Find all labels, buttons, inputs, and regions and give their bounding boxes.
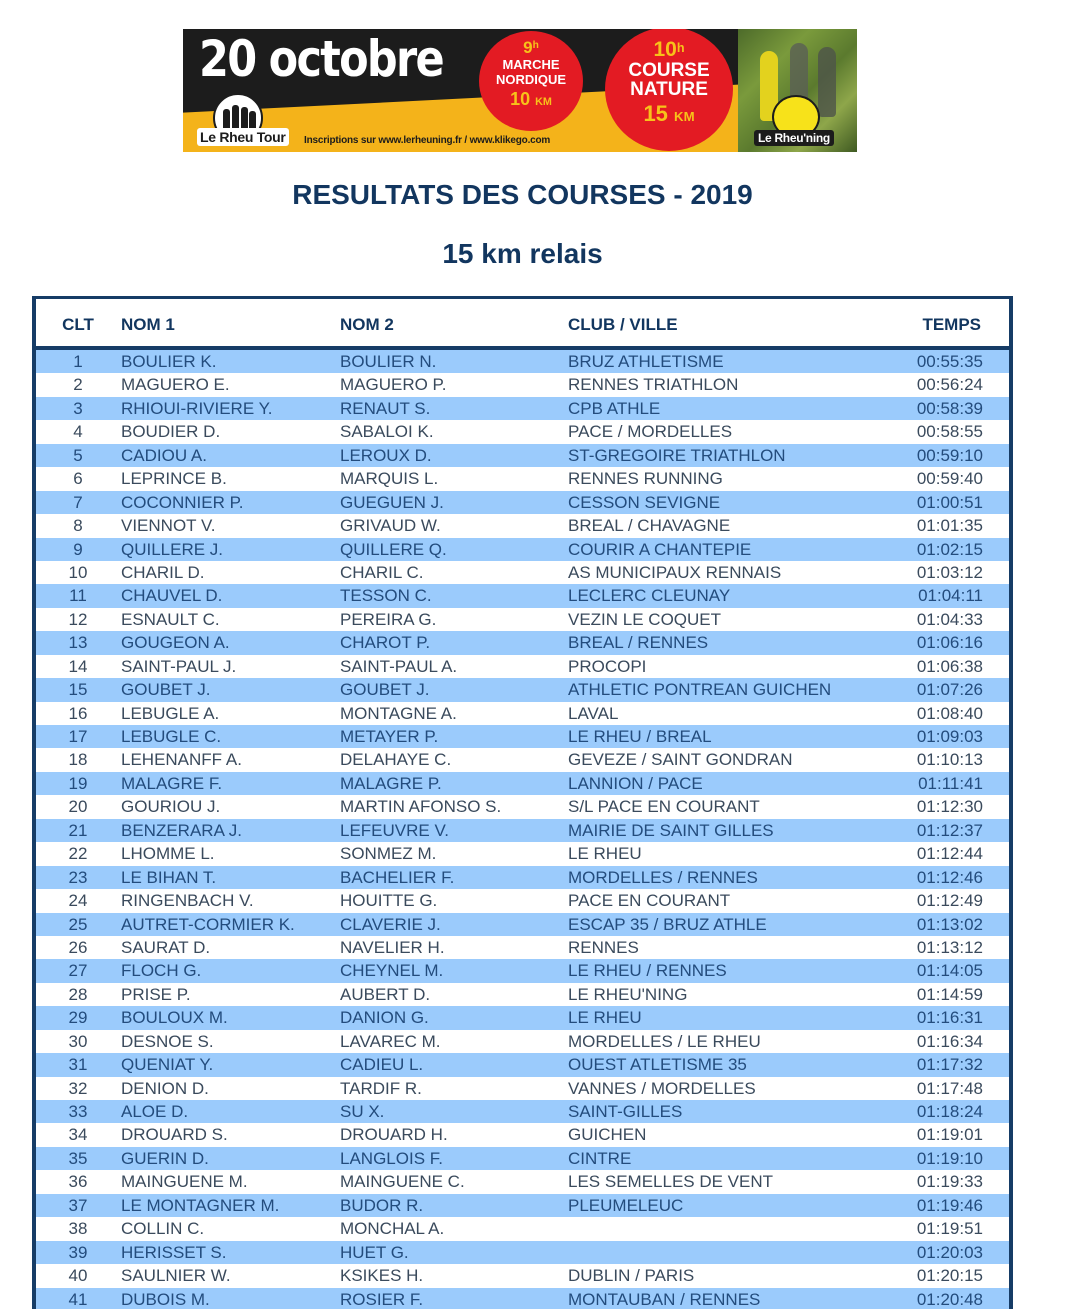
cell-club-ville: CINTRE <box>568 1147 631 1170</box>
cell-nom2: CHARIL C. <box>340 561 423 584</box>
cell-club-ville: ST-GREGOIRE TRIATHLON <box>568 444 786 467</box>
cell-club-ville: RENNES TRIATHLON <box>568 373 738 396</box>
cell-club-ville: PACE EN COURANT <box>568 889 730 912</box>
inscriptions-text: Inscriptions sur www.lerheuning.fr / www.klikego.com <box>304 135 550 146</box>
cell-club-ville: LE RHEU'NING <box>568 983 687 1006</box>
cell-nom1: GOUGEON A. <box>121 631 230 654</box>
table-row <box>36 1006 1009 1029</box>
table-row <box>36 913 1009 936</box>
cell-temps: 01:04:11 <box>918 584 983 607</box>
cell-nom1: FLOCH G. <box>121 959 201 982</box>
cell-nom2: CHAROT P. <box>340 631 430 654</box>
table-row <box>36 936 1009 959</box>
cell-nom1: DROUARD S. <box>121 1123 228 1146</box>
cell-nom1: HERISSET S. <box>121 1241 227 1264</box>
table-row <box>36 350 1009 373</box>
cell-nom2: TARDIF R. <box>340 1077 422 1100</box>
cell-nom2: HUET G. <box>340 1241 409 1264</box>
cell-temps: 01:12:46 <box>917 866 983 889</box>
cell-nom2: GOUBET J. <box>340 678 429 701</box>
table-row <box>36 584 1009 607</box>
cell-clt: 17 <box>36 725 120 748</box>
header-nom2: NOM 2 <box>340 315 394 335</box>
runner-silhouette-icon <box>818 47 836 117</box>
table-row <box>36 866 1009 889</box>
cell-club-ville: DUBLIN / PARIS <box>568 1264 694 1287</box>
cell-temps: 01:01:35 <box>917 514 983 537</box>
cell-clt: 16 <box>36 702 120 725</box>
cell-club-ville: GUICHEN <box>568 1123 646 1146</box>
cell-temps: 01:07:26 <box>917 678 983 701</box>
header-nom1: NOM 1 <box>121 315 175 335</box>
event2-hour-suffix: h <box>677 41 685 55</box>
table-row <box>36 725 1009 748</box>
cell-temps: 01:12:37 <box>917 819 983 842</box>
cell-clt: 21 <box>36 819 120 842</box>
table-row <box>36 842 1009 865</box>
runners-photo <box>738 29 857 152</box>
table-row <box>36 1170 1009 1193</box>
cell-nom2: MARQUIS L. <box>340 467 438 490</box>
table-row <box>36 795 1009 818</box>
cell-nom1: MAGUERO E. <box>121 373 230 396</box>
cell-nom1: AUTRET-CORMIER K. <box>121 913 295 936</box>
cell-clt: 34 <box>36 1123 120 1146</box>
cell-temps: 01:19:33 <box>917 1170 983 1193</box>
cell-nom2: BOULIER N. <box>340 350 436 373</box>
cell-temps: 01:20:48 <box>917 1288 983 1309</box>
table-row <box>36 1077 1009 1100</box>
table-row <box>36 1217 1009 1240</box>
table-row <box>36 1100 1009 1123</box>
results-table <box>32 296 1013 1309</box>
table-row <box>36 1123 1009 1146</box>
cell-nom1: LEBUGLE A. <box>121 702 219 725</box>
cell-club-ville: LANNION / PACE <box>568 772 703 795</box>
table-row <box>36 1194 1009 1217</box>
cell-clt: 8 <box>36 514 120 537</box>
cell-nom1: COLLIN C. <box>121 1217 204 1240</box>
cell-nom1: PRISE P. <box>121 983 191 1006</box>
header-club-ville: CLUB / VILLE <box>568 315 678 335</box>
table-row <box>36 467 1009 490</box>
table-body <box>36 350 1009 1309</box>
cell-nom2: TESSON C. <box>340 584 432 607</box>
cell-temps: 01:04:33 <box>917 608 983 631</box>
cell-club-ville: MORDELLES / LE RHEU <box>568 1030 761 1053</box>
cell-nom2: SONMEZ M. <box>340 842 436 865</box>
event2-line1: COURSE <box>605 61 733 80</box>
table-row <box>36 1288 1009 1309</box>
cell-club-ville: BREAL / CHAVAGNE <box>568 514 730 537</box>
cell-clt: 5 <box>36 444 120 467</box>
cell-nom2: AUBERT D. <box>340 983 430 1006</box>
cell-nom2: KSIKES H. <box>340 1264 423 1287</box>
cell-temps: 01:03:12 <box>917 561 983 584</box>
table-row <box>36 397 1009 420</box>
cell-club-ville: CPB ATHLE <box>568 397 660 420</box>
cell-nom2: NAVELIER H. <box>340 936 445 959</box>
cell-club-ville: COURIR A CHANTEPIE <box>568 538 751 561</box>
cell-clt: 35 <box>36 1147 120 1170</box>
cell-nom1: LEHENANFF A. <box>121 748 242 771</box>
cell-club-ville: SAINT-GILLES <box>568 1100 682 1123</box>
cell-nom1: ALOE D. <box>121 1100 188 1123</box>
table-row <box>36 1030 1009 1053</box>
cell-nom2: CADIEU L. <box>340 1053 423 1076</box>
cell-clt: 40 <box>36 1264 120 1287</box>
cell-clt: 7 <box>36 491 120 514</box>
cell-club-ville: GEVEZE / SAINT GONDRAN <box>568 748 793 771</box>
cell-nom1: SAINT-PAUL J. <box>121 655 236 678</box>
cell-clt: 36 <box>36 1170 120 1193</box>
event1-unit: KM <box>535 96 552 108</box>
cell-clt: 1 <box>36 350 120 373</box>
cell-club-ville: RENNES RUNNING <box>568 467 723 490</box>
cell-club-ville: PLEUMELEUC <box>568 1194 683 1217</box>
cell-club-ville: VEZIN LE COQUET <box>568 608 721 631</box>
cell-nom1: BOULIER K. <box>121 350 216 373</box>
cell-nom2: SU X. <box>340 1100 384 1123</box>
cell-temps: 01:12:49 <box>917 889 983 912</box>
event1-hour-suffix: h <box>533 40 539 51</box>
cell-clt: 37 <box>36 1194 120 1217</box>
cell-club-ville: LES SEMELLES DE VENT <box>568 1170 773 1193</box>
cell-temps: 00:58:55 <box>917 420 983 443</box>
cell-clt: 30 <box>36 1030 120 1053</box>
cell-club-ville: MAIRIE DE SAINT GILLES <box>568 819 774 842</box>
cell-nom2: LAVAREC M. <box>340 1030 440 1053</box>
table-row <box>36 444 1009 467</box>
cell-club-ville: OUEST ATLETISME 35 <box>568 1053 747 1076</box>
cell-nom1: BOUDIER D. <box>121 420 220 443</box>
cell-club-ville: LE RHEU / RENNES <box>568 959 727 982</box>
table-row <box>36 983 1009 1006</box>
event-course-nature <box>605 29 733 151</box>
cell-nom2: RENAUT S. <box>340 397 430 420</box>
cell-clt: 22 <box>36 842 120 865</box>
cell-temps: 00:56:24 <box>917 373 983 396</box>
cell-temps: 01:17:32 <box>917 1053 983 1076</box>
table-row <box>36 1147 1009 1170</box>
cell-club-ville: ATHLETIC PONTREAN GUICHEN <box>568 678 831 701</box>
cell-nom1: QUILLERE J. <box>121 538 223 561</box>
cell-nom2: METAYER P. <box>340 725 438 748</box>
cell-nom1: GOUBET J. <box>121 678 210 701</box>
table-row <box>36 538 1009 561</box>
cell-temps: 01:20:03 <box>917 1241 983 1264</box>
table-row <box>36 748 1009 771</box>
cell-club-ville: LE RHEU <box>568 842 642 865</box>
table-row <box>36 772 1009 795</box>
cell-temps: 01:20:15 <box>917 1264 983 1287</box>
cell-temps: 01:13:12 <box>917 936 983 959</box>
cell-nom1: GUERIN D. <box>121 1147 209 1170</box>
table-row <box>36 420 1009 443</box>
cell-club-ville: LE RHEU / BREAL <box>568 725 712 748</box>
cell-temps: 01:14:05 <box>917 959 983 982</box>
cell-nom1: CHAUVEL D. <box>121 584 222 607</box>
cell-club-ville: MORDELLES / RENNES <box>568 866 758 889</box>
event-marche-nordique <box>479 31 583 131</box>
event2-hour: 10 <box>653 38 676 61</box>
table-row <box>36 959 1009 982</box>
cell-clt: 4 <box>36 420 120 443</box>
cell-nom1: SAURAT D. <box>121 936 210 959</box>
cell-clt: 27 <box>36 959 120 982</box>
race-subtitle: 15 km relais <box>0 238 1045 270</box>
cell-nom1: RHIOUI-RIVIERE Y. <box>121 397 272 420</box>
cell-nom1: DENION D. <box>121 1077 209 1100</box>
cell-nom1: SAULNIER W. <box>121 1264 231 1287</box>
cell-nom1: GOURIOU J. <box>121 795 220 818</box>
table-row <box>36 373 1009 396</box>
cell-clt: 26 <box>36 936 120 959</box>
cell-nom2: MARTIN AFONSO S. <box>340 795 501 818</box>
cell-club-ville: AS MUNICIPAUX RENNAIS <box>568 561 781 584</box>
table-row <box>36 1264 1009 1287</box>
table-row <box>36 631 1009 654</box>
cell-club-ville: BREAL / RENNES <box>568 631 708 654</box>
table-row <box>36 514 1009 537</box>
cell-temps: 01:10:13 <box>917 748 983 771</box>
table-row <box>36 678 1009 701</box>
cell-temps: 00:55:35 <box>917 350 983 373</box>
cell-temps: 01:19:46 <box>917 1194 983 1217</box>
event-banner <box>183 29 857 152</box>
cell-nom2: CLAVERIE J. <box>340 913 441 936</box>
cell-clt: 20 <box>36 795 120 818</box>
cell-temps: 01:02:15 <box>917 538 983 561</box>
cell-nom1: DUBOIS M. <box>121 1288 210 1309</box>
cell-temps: 01:14:59 <box>917 983 983 1006</box>
cell-nom2: MALAGRE P. <box>340 772 442 795</box>
brand-le-rheuning: Le Rheu'ning <box>754 130 834 146</box>
cell-nom1: ESNAULT C. <box>121 608 220 631</box>
cell-nom1: CHARIL D. <box>121 561 204 584</box>
cell-nom1: BOULOUX M. <box>121 1006 228 1029</box>
cell-clt: 39 <box>36 1241 120 1264</box>
cell-temps: 01:00:51 <box>917 491 983 514</box>
event1-hour: 9 <box>523 38 532 57</box>
cell-temps: 01:17:48 <box>917 1077 983 1100</box>
cell-nom1: MAINGUENE M. <box>121 1170 248 1193</box>
cell-clt: 19 <box>36 772 120 795</box>
cell-nom2: MONTAGNE A. <box>340 702 457 725</box>
cell-club-ville: LECLERC CLEUNAY <box>568 584 730 607</box>
cell-clt: 29 <box>36 1006 120 1029</box>
cell-clt: 6 <box>36 467 120 490</box>
cell-clt: 38 <box>36 1217 120 1240</box>
cell-clt: 28 <box>36 983 120 1006</box>
cell-nom1: LE BIHAN T. <box>121 866 216 889</box>
cell-clt: 15 <box>36 678 120 701</box>
cell-nom1: VIENNOT V. <box>121 514 215 537</box>
cell-nom2: SAINT-PAUL A. <box>340 655 457 678</box>
table-row <box>36 491 1009 514</box>
cell-clt: 41 <box>36 1288 120 1309</box>
cell-temps: 01:18:24 <box>917 1100 983 1123</box>
cell-temps: 00:58:39 <box>917 397 983 420</box>
cell-club-ville: LAVAL <box>568 702 618 725</box>
event2-line2: NATURE <box>605 80 733 99</box>
table-row <box>36 819 1009 842</box>
cell-nom2: DROUARD H. <box>340 1123 448 1146</box>
cell-nom2: DELAHAYE C. <box>340 748 451 771</box>
cell-nom1: QUENIAT Y. <box>121 1053 213 1076</box>
cell-nom2: LEFEUVRE V. <box>340 819 449 842</box>
cell-club-ville: RENNES <box>568 936 639 959</box>
cell-nom2: LEROUX D. <box>340 444 432 467</box>
header-temps: TEMPS <box>922 315 981 335</box>
cell-nom2: SABALOI K. <box>340 420 434 443</box>
cell-clt: 18 <box>36 748 120 771</box>
table-header <box>36 299 1009 350</box>
cell-temps: 01:12:44 <box>917 842 983 865</box>
cell-clt: 33 <box>36 1100 120 1123</box>
cell-temps: 01:19:51 <box>917 1217 983 1240</box>
cell-club-ville: S/L PACE EN COURANT <box>568 795 760 818</box>
cell-nom1: COCONNIER P. <box>121 491 244 514</box>
cell-nom2: MAINGUENE C. <box>340 1170 465 1193</box>
cell-nom2: LANGLOIS F. <box>340 1147 443 1170</box>
cell-clt: 24 <box>36 889 120 912</box>
cell-nom2: HOUITTE G. <box>340 889 437 912</box>
cell-temps: 01:19:10 <box>917 1147 983 1170</box>
cell-temps: 01:16:34 <box>917 1030 983 1053</box>
cell-nom1: CADIOU A. <box>121 444 207 467</box>
event2-unit: KM <box>674 109 695 124</box>
cell-club-ville: LE RHEU <box>568 1006 642 1029</box>
event1-line2: NORDIQUE <box>479 72 583 87</box>
cell-nom2: ROSIER F. <box>340 1288 423 1309</box>
brand-le-rheu-tour: Le Rheu Tour <box>197 128 289 146</box>
cell-clt: 3 <box>36 397 120 420</box>
cell-clt: 25 <box>36 913 120 936</box>
cell-clt: 11 <box>36 584 120 607</box>
cell-temps: 01:19:01 <box>917 1123 983 1146</box>
cell-clt: 31 <box>36 1053 120 1076</box>
page-title: RESULTATS DES COURSES - 2019 <box>0 179 1045 211</box>
cell-nom2: MONCHAL A. <box>340 1217 444 1240</box>
table-row <box>36 561 1009 584</box>
table-row <box>36 1053 1009 1076</box>
cell-nom1: RINGENBACH V. <box>121 889 254 912</box>
table-row <box>36 1241 1009 1264</box>
cell-nom2: PEREIRA G. <box>340 608 436 631</box>
cell-club-ville: PROCOPI <box>568 655 646 678</box>
cell-nom1: DESNOE S. <box>121 1030 214 1053</box>
cell-nom2: QUILLERE Q. <box>340 538 447 561</box>
cell-nom2: CHEYNEL M. <box>340 959 443 982</box>
cell-temps: 01:13:02 <box>917 913 983 936</box>
cell-nom1: LHOMME L. <box>121 842 215 865</box>
cell-clt: 2 <box>36 373 120 396</box>
header-clt: CLT <box>36 315 120 335</box>
cell-clt: 10 <box>36 561 120 584</box>
table-row <box>36 702 1009 725</box>
banner-date: 20 octobre <box>199 31 443 87</box>
event1-distance: 10 <box>510 89 530 109</box>
table-row <box>36 889 1009 912</box>
event2-distance: 15 <box>643 101 667 126</box>
cell-clt: 12 <box>36 608 120 631</box>
cell-temps: 01:08:40 <box>917 702 983 725</box>
cell-club-ville: ESCAP 35 / BRUZ ATHLE <box>568 913 767 936</box>
cell-nom1: LEPRINCE B. <box>121 467 227 490</box>
cell-club-ville: PACE / MORDELLES <box>568 420 732 443</box>
cell-nom2: BACHELIER F. <box>340 866 454 889</box>
cell-nom2: MAGUERO P. <box>340 373 446 396</box>
cell-temps: 01:09:03 <box>917 725 983 748</box>
cell-clt: 32 <box>36 1077 120 1100</box>
cell-nom1: MALAGRE F. <box>121 772 222 795</box>
cell-clt: 13 <box>36 631 120 654</box>
cell-club-ville: CESSON SEVIGNE <box>568 491 720 514</box>
cell-nom1: LEBUGLE C. <box>121 725 221 748</box>
cell-temps: 01:06:38 <box>917 655 983 678</box>
table-row <box>36 608 1009 631</box>
table-row <box>36 655 1009 678</box>
cell-club-ville: MONTAUBAN / RENNES <box>568 1288 760 1309</box>
cell-clt: 23 <box>36 866 120 889</box>
cell-club-ville: VANNES / MORDELLES <box>568 1077 756 1100</box>
cell-temps: 01:12:30 <box>917 795 983 818</box>
cell-clt: 14 <box>36 655 120 678</box>
cell-clt: 9 <box>36 538 120 561</box>
cell-nom2: GRIVAUD W. <box>340 514 441 537</box>
cell-nom2: BUDOR R. <box>340 1194 423 1217</box>
cell-temps: 01:16:31 <box>917 1006 983 1029</box>
cell-temps: 01:06:16 <box>917 631 983 654</box>
cell-nom2: DANION G. <box>340 1006 429 1029</box>
event1-line1: MARCHE <box>479 57 583 72</box>
cell-temps: 00:59:10 <box>917 444 983 467</box>
cell-nom1: LE MONTAGNER M. <box>121 1194 279 1217</box>
cell-nom2: GUEGUEN J. <box>340 491 444 514</box>
cell-temps: 00:59:40 <box>917 467 983 490</box>
cell-nom1: BENZERARA J. <box>121 819 242 842</box>
cell-club-ville: BRUZ ATHLETISME <box>568 350 724 373</box>
cell-temps: 01:11:41 <box>918 772 983 795</box>
